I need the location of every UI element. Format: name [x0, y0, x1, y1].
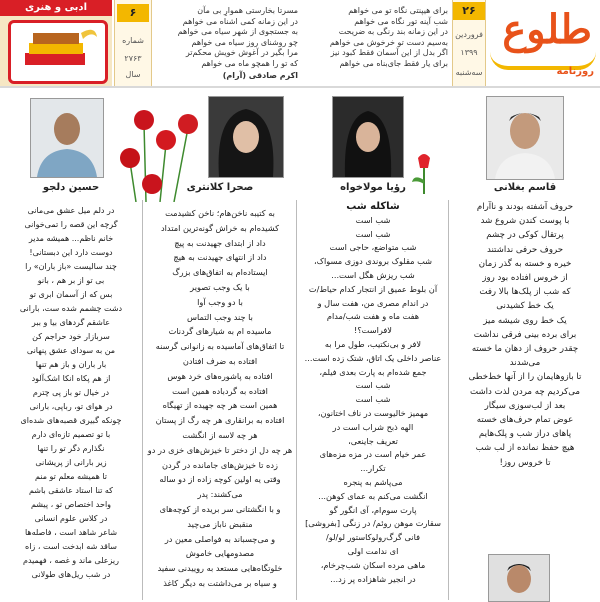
page-number-label: شماره	[122, 36, 144, 45]
header-poem-author: اکرم صادقی (آرام)	[222, 71, 298, 80]
newspaper-logo	[484, 0, 600, 86]
header-poem-right: برای هیپنتی نگاه تو می خواهم شب آینه تور نگاه می خواهم در این زمانه بند رنگی به ضریحت به‌سیم دست تو خرخوش می خواهم اگر بدل از این آسمان فقط کبود نیز برای یار فقط جای‌بناه می خواهم	[329, 6, 448, 68]
page-number: ۶	[117, 4, 149, 22]
logo-subtitle: روزنامه	[556, 66, 594, 77]
page-number-info	[114, 0, 152, 86]
author-name-4: حسین دلجو	[42, 182, 100, 193]
author-photo-1	[486, 96, 564, 180]
author-name-1: قاسم بغلانی	[493, 182, 557, 193]
poem-column-1: حروف آشفته بودند و ناآرام با پوست کندن شروع شد پرتقال کوکی در چشم حروف حرفی نداشتند خیره و خسته به گذر زمان از خروس افتاده بود روز که شب از پلک‌ها بالا رفت یک خط کشیدنی یک خط روی شیشه میز برای برده بینی فرقی نداشت چقدر حروف از دهان ما خسته می‌شدند تا بازوهایمان را از آنها خط‌خطی می‌کردیم چه مردن لذت داشت بعد از لب‌سوزی سیگار عوض تمام حرف‌های خسته پاهای دراز شب و پلک‌هایم هیچ حفظ نمانده از لب شب تا خروس روز!	[468, 202, 582, 468]
header-poem-left: مسرتا بخارستی هموارِ بی مآن در این زمانه کمی اشناه می خواهم به جستجوی از شهر سیاه می خواهم چو روشنای روز سیاه می خواهم مرا بگیر در آغوش خویش محکم‌تر که تو را همچو ماه می خواهم اکرم صادقی (آرام)	[150, 6, 298, 82]
author-name-3: صحرا کلانتری	[186, 182, 254, 193]
column-divider-3	[142, 200, 143, 600]
author-photo-2	[332, 96, 404, 178]
column-divider-1	[448, 200, 449, 600]
issue-weekday: سه‌شنبه	[455, 68, 483, 77]
author-photo-extra	[488, 554, 550, 602]
logo-title: طلوع	[502, 6, 592, 53]
poem-column-3: به کتیبه ناخن‌هام؛ ناخن کشیدمت کشیده‌ام به خراش گونه‌ترین امتداد داد از ابتدای جهیدنت به پیچ داد از انتهای جهیدنت به هیچ ایستاده‌ام به اتفاق‌های بزرگ با یک وجب تصویر با دو وجب آوا با چند وجب التماس ماسیده ام به شیارهای گردنات تا اتفاق‌های آماسیده به زانوانی گرسنه افتاده به ضرف افتادن افتاده به پاشوره‌های خرد هوس افتاده به گردباده همین است همین است هر چه جهیده از تهیگاه افتاده به برانقاری هر چه رگ از پستان هر چه لاسه از انگشت هر چه دل از دختر تا خیزش‌های خزی در دو زده تا خیزش‌های جامانده در گردن وقتی یه اولین کوچه زاده از دو ساله می‌کشند: پدر و با انگشتانی سر بریده از کوچه‌های منقبض ناباز می‌چید و می‌چسباند به فواصلی معین در مصدومهایی خاموش خلوتگاه‌هایی مستعد به روییدنی سفید و سیاه بر می‌داشتت به دیگر کاغذ	[147, 208, 293, 588]
author-photo-4	[30, 98, 104, 178]
poem-title-2: شاکله شب	[346, 201, 400, 212]
section-title: ادبی و هنری	[0, 0, 112, 16]
author-photo-3	[208, 96, 284, 178]
author-name-2: رؤیا مولاخواه	[340, 182, 406, 193]
serial-label: سال	[125, 70, 141, 79]
column-divider-2	[296, 200, 297, 600]
page-header	[0, 0, 600, 88]
issue-info	[452, 0, 486, 86]
poem-column-4: در دلم میل عشق می‌مانی گرچه این قصه را تمی‌خوانی خانم ناظم... همیشه مدیر دوست دارد این دبستانی! چند سالیست «باز باران» را بی تو از بر هم ، بانو بس که از آسمان ابری تو دشت چشمم شده ست، بارانی عاشقم گردهای بیا و ببر سربازار خود حراجم کن من به سودای عشق پنهانی بار باران و باز هم تنها از هم پکاه انکا اشک‌آلود در خیال تو باز پی چترم در هوای تو، رباپی، بارانی چونکه گبیری قصبه‌های شده‌ای با تو تصمیم تازه‌ای دارم نگذارم دگر تو را تنها زیر بارانی از پریشانی تا همیشه معلم تو منم که تنا استاد عاشقی باشم واحد اختصاص تو ، پیشم در کلاس علوم انسانی شاعر شاهد است ، فاصله‌ها ساقد شه ابدخت است ، زاه ریزعلی ماند و غصه ، فهمیدم در شب ریل‌های طولانی	[19, 206, 123, 579]
books-icon	[8, 20, 108, 84]
header-divider	[0, 86, 600, 88]
issue-number: ۲۶	[453, 2, 485, 20]
section-corner	[0, 0, 112, 86]
issue-month: فروردین	[455, 30, 483, 39]
serial-number: ۲۷۶۳	[124, 54, 142, 63]
poem-column-2: شاکله شب شب است شب است شب متواضع، حاجی است شب مقلوک بروندی دوزی مسواک، شب ریزش هگل است... آن بلوط عمیق از انتجار کدام حیاط/ت در اندام مصری من، هفت سال و هفت ماه و هفت شب/مدام لافراست؟! لافر و بی‌نکتیب، طول مرا به عناصر داخلی یک اتاق، شتک زده است... جمع شده‌ام به پارت بعدی فیلم، شب است شب است مهمیز خالیوست در ناف اختانون، الهه ذبح شراب است در تعریف جاینعی، عمر خیام است در مزه مزه‌های تکرار... می‌پاشم به پنجره انگشت می‌کنم به عمای کوهن... پارت سوم‌ام، آی انگور گو سقارت موهن روئم/ در زنگی [بفروشی] فانی گرگ‌رولوکاستور لو/لو/ ای ندامت اولی ماهی مرده اسکان شب‌چرخام، در انجیر شاهزاده پر زد...	[300, 200, 446, 586]
issue-year: ۱۳۹۹	[460, 48, 478, 57]
